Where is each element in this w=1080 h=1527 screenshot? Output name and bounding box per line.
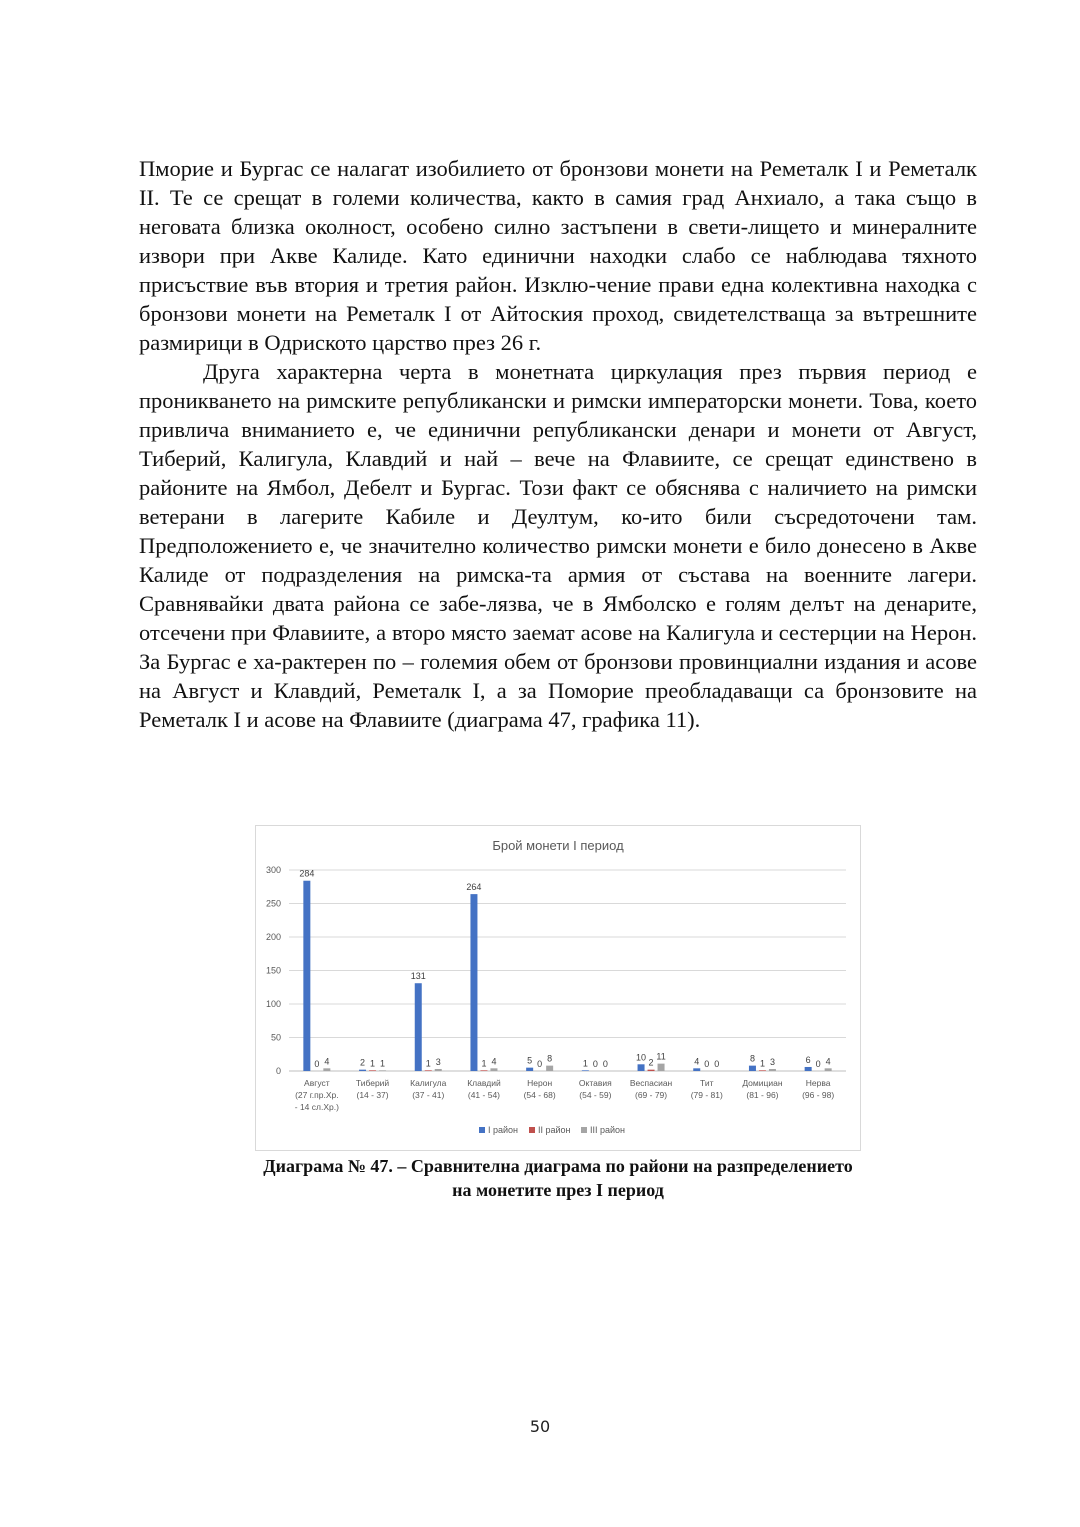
bar-chart [256, 826, 860, 1150]
chart-title: Брой монети I период [492, 838, 624, 853]
caption-line-2: на монетите през I период [452, 1180, 664, 1200]
legend-label: I район [488, 1125, 519, 1135]
data-label: 1 [759, 1058, 765, 1069]
bar-2-2 [369, 1070, 376, 1071]
bar-1-9 [749, 1066, 756, 1071]
x-tick-label: (41 - 54) [467, 1090, 501, 1100]
x-tick-label: (69 - 79) [634, 1090, 668, 1100]
bar-1-8 [693, 1068, 700, 1071]
page-number: 50 [529, 1417, 551, 1436]
x-tick-label: Октавия [578, 1078, 612, 1088]
data-label: 8 [749, 1053, 755, 1064]
bar-1-6 [582, 1070, 589, 1071]
data-label: 1 [370, 1058, 376, 1069]
data-label: 4 [694, 1056, 700, 1067]
data-label: 8 [547, 1053, 553, 1064]
bar-3-1 [323, 1068, 330, 1071]
data-label: 0 [714, 1059, 720, 1069]
data-label: 0 [815, 1059, 821, 1069]
data-label: 4 [491, 1056, 497, 1067]
data-label: 284 [299, 868, 315, 879]
x-tick-label: Тиберий [355, 1078, 390, 1088]
x-tick-label: Август [304, 1078, 330, 1088]
paragraph-1: Пморие и Бургас се налагат изобилието от бронзови монети на Реметалк I и Реметалк II. Те се срещат в големи количества, както в самия град Анхиало, а така също в неговата близка околност, особено силно застъпени в свети-лището и минералните извори при Акве Калиде. Като единични находки слабо се наблюдава тяхното присъствие във втория и третия район. Изклю-чение прави една колективна находка с бронзови монети на Реметалк I от Айтоския проход, свидетелстваща за вътрешните размирици в Одриското царство през 26 г. [139, 156, 977, 355]
bar-2-7 [648, 1070, 655, 1071]
data-label: 0 [592, 1059, 598, 1069]
x-tick-label: (96 - 98) [802, 1090, 835, 1100]
data-label: 4 [825, 1056, 831, 1067]
y-tick-label: 0 [275, 1066, 281, 1076]
data-label: 11 [656, 1051, 666, 1062]
legend-swatch-2 [529, 1127, 535, 1133]
data-label: 4 [324, 1056, 330, 1067]
x-tick-label: Нерва [805, 1078, 831, 1088]
x-tick-label: Нерон [527, 1078, 553, 1088]
bar-1-4 [470, 894, 477, 1071]
x-tick-label: - 14 сл.Хр.) [294, 1102, 339, 1112]
figure-caption [139, 1154, 977, 1202]
bar-1-5 [526, 1068, 533, 1071]
data-label: 0 [704, 1059, 710, 1069]
bar-1-7 [638, 1064, 645, 1071]
bar-3-10 [825, 1068, 832, 1071]
x-tick-label: (54 - 68) [523, 1090, 556, 1100]
legend-label: III район [590, 1125, 626, 1135]
bar-3-9 [769, 1069, 776, 1071]
x-tick-label: (81 - 96) [746, 1090, 779, 1100]
x-tick-label: (27 г.пр.Хр. [295, 1090, 339, 1100]
bar-3-3 [435, 1069, 442, 1071]
data-label: 1 [380, 1058, 386, 1069]
x-tick-label: (54 - 59) [579, 1090, 612, 1100]
y-tick-label: 200 [265, 932, 281, 942]
bar-1-1 [303, 881, 310, 1071]
paragraph-2: Друга характерна черта в монетната циркулация през първия период е проникването на римските републикански и римски императорски монети. Това, което привлича вниманието е, че единични републикански денари и монети от Август, Тиберий, Калигула, Клавдий и най – вече на Флавиите, се срещат единствено в районите на Ямбол, Дебелт и Бургас. Този факт се обяснява с наличието на римски ветерани в лагерите Кабиле и Деултум, ко-ито били съсредоточени там. Предположението е, че значително количество римски монети е било донесено в Акве Калиде от подразделения на римска-та армия от състава на военните лагери. Сравнявайки двата района се забе-лязва, че в Ямболско е голям делът на денарите, отсечени при Флавиите, а второ място заемат асове на Калигула и сестерции на Нерон. За Бургас е ха-рактерен по – големия обем от бронзови провинциални издания и асове на Август и Клавдий, Реметалк I, а за Поморие преобладаващи са бронзовите на Реметалк I и асове на Флавиите (диаграма 47, графика 11). [139, 359, 977, 732]
data-label: 131 [410, 971, 426, 982]
x-tick-label: Домициан [742, 1078, 783, 1088]
data-label: 0 [602, 1059, 608, 1069]
data-label: 1 [582, 1058, 588, 1069]
x-tick-label: (14 - 37) [356, 1090, 389, 1100]
bar-1-3 [415, 983, 422, 1071]
data-label: 0 [314, 1059, 320, 1069]
data-label: 2 [360, 1057, 366, 1068]
caption-line-1: Диаграма № 47. – Сравнителна диаграма по райони на разпределението [263, 1156, 853, 1176]
data-label: 264 [466, 882, 482, 893]
bar-3-2 [379, 1070, 386, 1071]
bar-1-2 [359, 1070, 366, 1071]
bar-2-3 [425, 1070, 432, 1071]
x-tick-label: (79 - 81) [690, 1090, 723, 1100]
legend-label: II район [538, 1125, 571, 1135]
data-label: 5 [527, 1055, 533, 1066]
y-tick-label: 100 [265, 999, 281, 1009]
body-text [139, 154, 977, 734]
data-label: 3 [435, 1056, 441, 1067]
x-tick-label: Клавдий [467, 1078, 501, 1088]
x-tick-label: Калигула [410, 1078, 447, 1088]
y-tick-label: 300 [265, 865, 281, 875]
y-tick-label: 50 [270, 1032, 281, 1043]
data-label: 1 [425, 1058, 431, 1069]
data-label: 1 [481, 1058, 487, 1069]
data-label: 0 [537, 1059, 543, 1069]
y-tick-label: 150 [265, 965, 281, 976]
chart-frame [255, 825, 861, 1151]
x-tick-label: (37 - 41) [412, 1090, 445, 1100]
bar-3-7 [658, 1064, 665, 1071]
x-tick-label: Тит [700, 1078, 714, 1088]
data-label: 10 [636, 1052, 647, 1063]
data-label: 3 [769, 1056, 775, 1067]
data-label: 2 [648, 1057, 654, 1068]
bar-2-4 [480, 1070, 487, 1071]
x-tick-label: Веспасиан [629, 1078, 673, 1088]
bar-3-5 [546, 1066, 553, 1071]
legend-swatch-3 [581, 1127, 587, 1133]
legend-swatch-1 [479, 1127, 485, 1133]
y-tick-label: 250 [265, 898, 281, 909]
data-label: 6 [805, 1054, 811, 1065]
bar-3-4 [490, 1068, 497, 1071]
bar-1-10 [805, 1067, 812, 1071]
bar-2-9 [759, 1070, 766, 1071]
